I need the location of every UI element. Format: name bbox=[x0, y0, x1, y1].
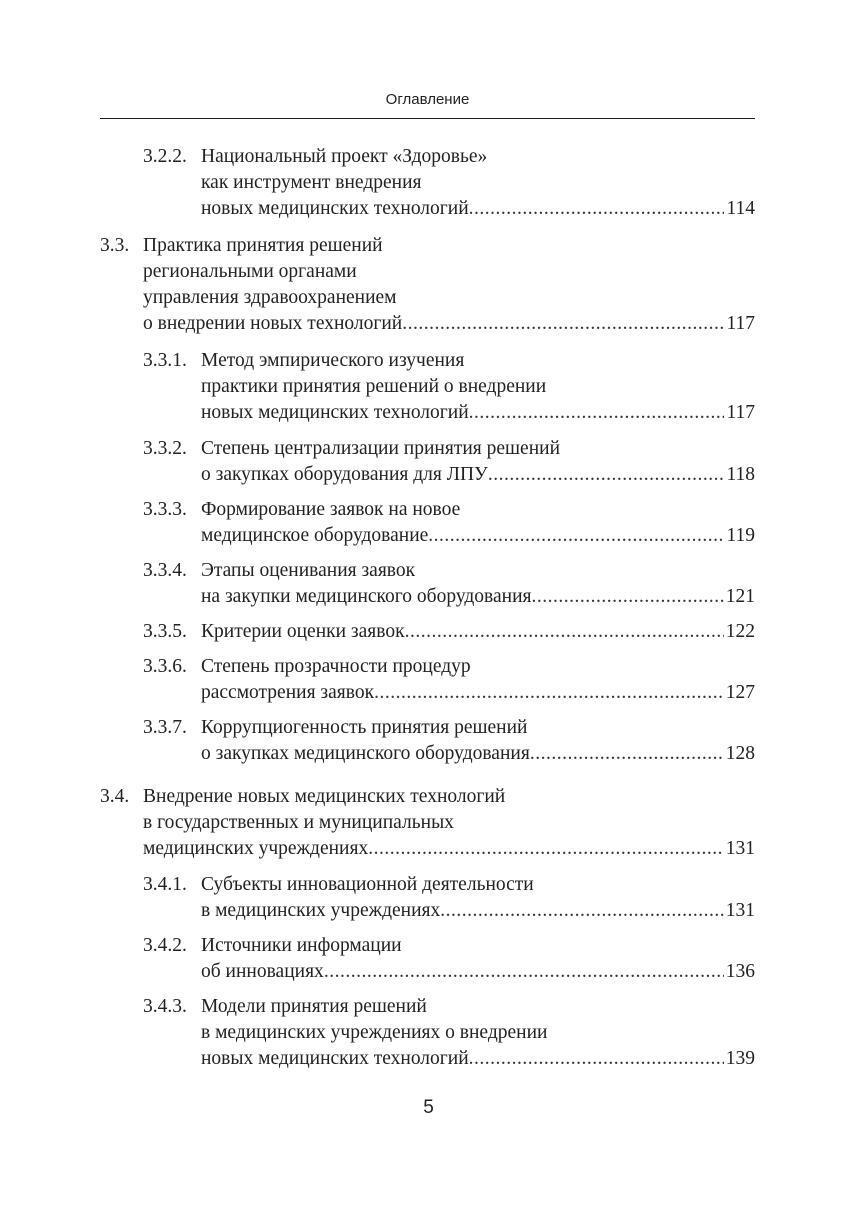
dot-leader bbox=[469, 400, 725, 426]
toc-entry-3-4-2[interactable] bbox=[143, 933, 755, 985]
toc-entry-3-3-4[interactable] bbox=[143, 558, 755, 610]
toc-page-ref: 114 bbox=[726, 198, 755, 219]
toc-entry-3-3-1[interactable] bbox=[143, 348, 755, 426]
dot-leader bbox=[368, 836, 724, 862]
toc-entry-number: 3.4.3. bbox=[143, 996, 187, 1017]
toc-page-ref: 118 bbox=[726, 464, 755, 485]
page-number: 5 bbox=[423, 1097, 434, 1118]
dot-leader bbox=[530, 741, 724, 767]
toc-page-ref: 128 bbox=[725, 743, 755, 764]
dot-leader bbox=[428, 523, 724, 549]
toc-entry-line: Степень прозрачности процедур bbox=[201, 656, 471, 677]
toc-entry-number: 3.3.3. bbox=[143, 499, 187, 520]
toc-page-ref: 131 bbox=[725, 900, 755, 921]
toc-entry-line: Критерии оценки заявок bbox=[201, 621, 405, 642]
toc-entry-line: на закупки медицинского оборудования bbox=[201, 586, 532, 607]
toc-page-ref: 131 bbox=[725, 838, 755, 859]
toc-entry-3-2-2[interactable] bbox=[143, 144, 755, 222]
toc-entry-line: Степень централизации принятия решений bbox=[201, 438, 560, 459]
toc-entry-3-3-5[interactable] bbox=[143, 619, 755, 645]
toc-entry-line: Формирование заявок на новое bbox=[201, 499, 461, 520]
toc-entry-3-3[interactable] bbox=[100, 233, 755, 337]
header-rule bbox=[100, 118, 755, 119]
toc-entry-line: региональными органами bbox=[143, 261, 357, 282]
toc-entry-line: новых медицинских технологий bbox=[201, 198, 469, 219]
toc-entry-line: Внедрение новых медицинских технологий bbox=[143, 786, 506, 807]
toc-entry-line: об инновациях bbox=[201, 961, 324, 982]
toc-entry-line: управления здравоохранением bbox=[143, 287, 397, 308]
dot-leader bbox=[402, 311, 724, 337]
toc-entry-line: в медицинских учреждениях bbox=[201, 900, 441, 921]
toc-entry-number: 3.3.1. bbox=[143, 350, 187, 371]
toc-entry-line: о закупках медицинского оборудования bbox=[201, 743, 530, 764]
toc-entry-number: 3.3. bbox=[100, 235, 130, 256]
toc-entry-number: 3.3.6. bbox=[143, 656, 187, 677]
toc-entry-line: Коррупциогенность принятия решений bbox=[201, 717, 528, 738]
dot-leader bbox=[488, 462, 725, 488]
toc-entry-line: новых медицинских технологий bbox=[201, 1048, 469, 1069]
running-head: Оглавление bbox=[385, 91, 470, 108]
toc-entry-number: 3.2.2. bbox=[143, 146, 187, 167]
toc-entry-line: рассмотрения заявок bbox=[201, 682, 375, 703]
toc-entry-line: Субъекты инновационной деятельности bbox=[201, 874, 534, 895]
toc-page-ref: 119 bbox=[726, 525, 755, 546]
toc-entry-line: Национальный проект «Здоровье» bbox=[201, 146, 488, 167]
toc-entry-line: как инструмент внедрения bbox=[201, 172, 422, 193]
dot-leader bbox=[469, 196, 725, 222]
toc-entry-line: новых медицинских технологий bbox=[201, 402, 469, 423]
dot-leader bbox=[374, 680, 724, 706]
toc-entry-3-3-6[interactable] bbox=[143, 654, 755, 706]
toc-page-ref: 139 bbox=[725, 1048, 755, 1069]
dot-leader bbox=[324, 959, 724, 985]
toc-entry-number: 3.4. bbox=[100, 786, 130, 807]
toc-page-ref: 127 bbox=[725, 682, 755, 703]
toc-entry-number: 3.3.7. bbox=[143, 717, 187, 738]
toc-entry-line: Метод эмпирического изучения bbox=[201, 350, 465, 371]
toc-entry-line: в медицинских учреждениях о внедрении bbox=[201, 1022, 548, 1043]
toc-entry-line: Этапы оценивания заявок bbox=[201, 560, 416, 581]
toc-page-ref: 122 bbox=[725, 621, 755, 642]
toc-page-ref: 121 bbox=[725, 586, 755, 607]
toc-entry-line: Источники информации bbox=[201, 935, 402, 956]
toc-page-ref: 117 bbox=[726, 313, 755, 334]
toc-entry-3-3-2[interactable] bbox=[143, 436, 755, 488]
dot-leader bbox=[531, 584, 723, 610]
toc-page-ref: 136 bbox=[725, 961, 755, 982]
toc-entry-3-4-3[interactable] bbox=[143, 994, 755, 1072]
toc-entry-line: Модели принятия решений bbox=[201, 996, 427, 1017]
toc-entry-number: 3.4.1. bbox=[143, 874, 187, 895]
dot-leader bbox=[405, 619, 724, 645]
toc-entry-3-4-1[interactable] bbox=[143, 872, 755, 924]
toc-entry-number: 3.3.4. bbox=[143, 560, 187, 581]
toc-entry-line: о закупках оборудования для ЛПУ bbox=[201, 464, 488, 485]
toc-entry-number: 3.3.2. bbox=[143, 438, 187, 459]
toc-page-ref: 117 bbox=[726, 402, 755, 423]
toc-entry-line: в государственных и муниципальных bbox=[143, 812, 454, 833]
toc-entry-3-4[interactable] bbox=[100, 784, 755, 862]
toc-entry-number: 3.3.5. bbox=[143, 621, 187, 642]
toc-entry-line: медицинское оборудование bbox=[201, 525, 429, 546]
toc-entry-line: медицинских учреждениях bbox=[143, 838, 369, 859]
toc-entry-line: практики принятия решений о внедрении bbox=[201, 376, 547, 397]
dot-leader bbox=[469, 1046, 724, 1072]
toc-entry-line: Практика принятия решений bbox=[143, 235, 383, 256]
toc-entry-number: 3.4.2. bbox=[143, 935, 187, 956]
toc-entry-3-3-3[interactable] bbox=[143, 497, 755, 549]
toc-entry-line: о внедрении новых технологий bbox=[143, 313, 403, 334]
dot-leader bbox=[440, 898, 723, 924]
toc-entry-3-3-7[interactable] bbox=[143, 715, 755, 767]
